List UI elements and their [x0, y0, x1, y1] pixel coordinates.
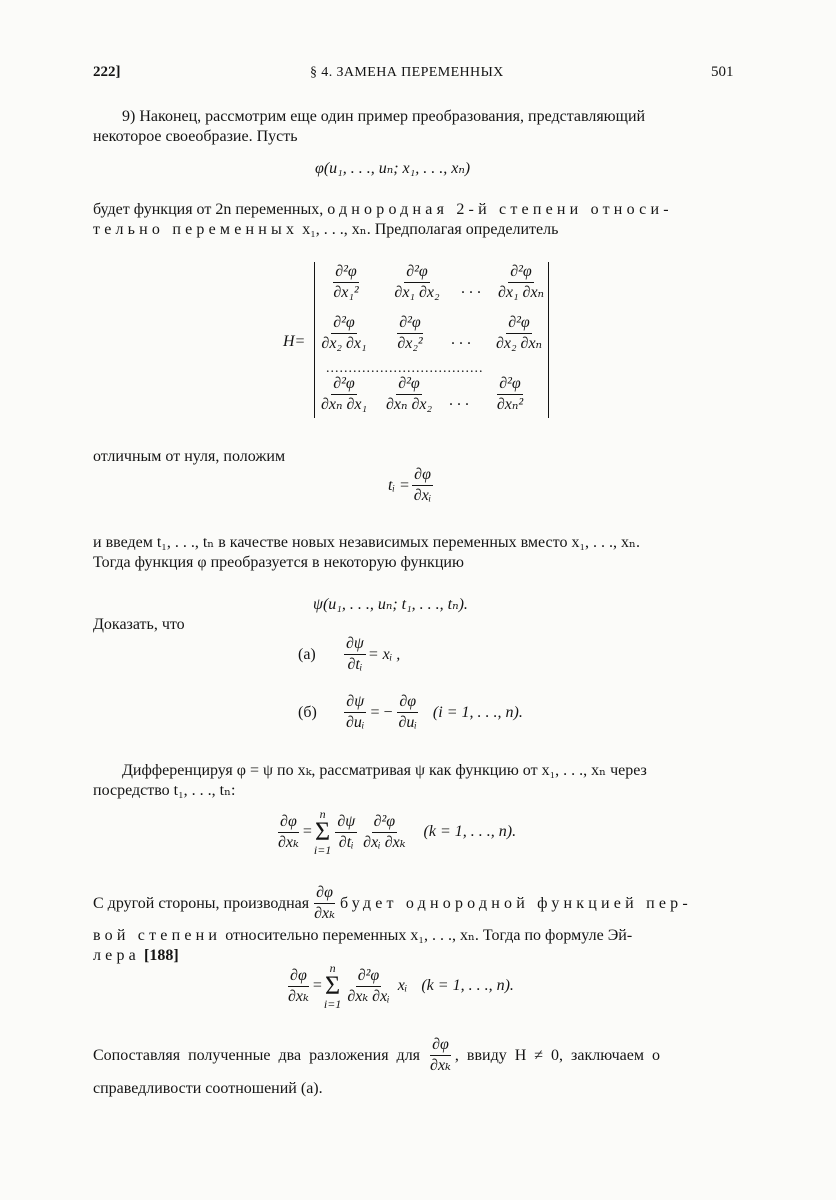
para6-line1 — [93, 884, 692, 923]
para6-line1-a: С другой стороны, производная — [93, 894, 310, 912]
sum1-eq: = — [302, 823, 312, 840]
equation-sum1 — [274, 808, 516, 856]
det-r1-c2: $\frac{\text{∂²φ}}{\text{∂x₁ ∂x₂}}$ — [394, 263, 440, 301]
det-r3-dots: . . . — [449, 391, 469, 409]
det-row-2 — [320, 314, 552, 353]
para2-line1-b: однородная 2-й степени относи- — [327, 201, 673, 218]
sum2-rhs: (k = 1, . . ., n). — [421, 977, 514, 994]
para7-frac: $\frac{\partial\varphi}{\text{∂xₖ}}$ — [430, 1036, 451, 1074]
sum1-lhs-frac: $\frac{\partial\varphi}{\text{∂xₖ}}$ — [278, 812, 299, 851]
para2-line2-b: x₁, . . ., xₙ. Предполагая определитель — [302, 221, 559, 238]
para7-line1-a: Сопоставляя полученные два разложения для — [93, 1046, 421, 1064]
para5-line1: Дифференцируя φ = ψ по xₖ, рассматривая ψ как функцию от x₁, . . ., xₙ через — [122, 762, 647, 779]
para3: отличным от нуля, положим — [93, 448, 286, 465]
det-row-3 — [320, 375, 532, 414]
eq-b-rhs: (i = 1, . . ., n). — [432, 703, 523, 721]
para1-line1: 9) Наконец, рассмотрим еще один пример преобразования, представляющий — [122, 108, 646, 125]
sum1-frac3: $\frac{\text{∂²φ}}{\text{∂xᵢ ∂xₖ}}$ — [363, 812, 406, 851]
para6-frac: $\frac{\partial\varphi}{\text{∂xₖ}}$ — [314, 884, 335, 922]
sum1-frac2: $\frac{\partial\psi}{\text{∂tᵢ}}$ — [337, 812, 356, 851]
eq-b-mid: = − — [370, 703, 393, 721]
det-r2-c3: $\frac{\text{∂²φ}}{\text{∂x₂ ∂xₙ}}$ — [495, 314, 543, 352]
para2-line2-a: тельно переменных — [93, 221, 299, 238]
det-r2-dots: . . . — [451, 330, 471, 348]
para7-line1-b: , ввиду H ≠ 0, заключаем о — [454, 1046, 660, 1064]
sum2-eq: = — [312, 977, 322, 994]
para6-line2-a: вой степени — [93, 927, 222, 944]
ti-frac: $\frac{\partial\varphi}{\text{∂xᵢ}}$ — [413, 466, 432, 504]
para7-line1 — [93, 1036, 660, 1075]
sum2-sigma: n Σ i=1 — [323, 961, 342, 1011]
formula-ti — [388, 466, 435, 505]
det-r2-c2: $\frac{\text{∂²φ}}{\text{∂x₂²}}$ — [397, 314, 423, 352]
para6-line2 — [93, 925, 632, 947]
sum2-x: xᵢ — [397, 977, 408, 994]
para4-line1: и введем t₁, . . ., tₙ в качестве новых независимых переменных вместо x₁, . . ., xₙ. — [93, 534, 640, 551]
det-dot-row: ................................... — [326, 361, 484, 376]
prove-label: Доказать, что — [93, 616, 185, 633]
sum1-rhs: (k = 1, . . ., n). — [423, 823, 517, 840]
citation-188: [188] — [144, 947, 179, 964]
para7-line2: справедливости соотношений (а). — [93, 1080, 323, 1097]
eq-b-label: (б) — [298, 703, 317, 721]
para2-line1-a: будет функция от 2n переменных, — [93, 201, 324, 218]
det-r1-c3: $\frac{\text{∂²φ}}{\text{∂x₁ ∂xₙ}}$ — [497, 263, 545, 301]
det-r3-c1: $\frac{\text{∂²φ}}{\text{∂xₙ ∂x₁}}$ — [320, 375, 368, 413]
equation-a — [298, 635, 400, 674]
eq-a-label: (а) — [298, 645, 316, 663]
header-chapter-ref: 222] — [93, 64, 121, 80]
para6-line3-a: лера — [93, 947, 140, 964]
sum2-frac2: $\frac{\text{∂²φ}}{\text{∂xₖ ∂xᵢ}}$ — [347, 966, 390, 1005]
eq-a-rhs: = xᵢ , — [367, 645, 401, 663]
det-left-bar — [314, 262, 315, 418]
det-r3-c3: $\frac{\text{∂²φ}}{\text{∂xₙ²}}$ — [496, 375, 524, 413]
equation-sum2 — [284, 962, 514, 1010]
det-r1-dots: . . . — [461, 279, 481, 297]
det-r1-c1: $\frac{\text{∂²φ}}{\text{∂x₁²}}$ — [333, 263, 359, 301]
eq-b-frac1: $\frac{\partial\psi}{\text{∂uᵢ}}$ — [346, 693, 365, 731]
eq-b-frac2: $\frac{\partial\varphi}{\text{∂uᵢ}}$ — [398, 693, 417, 731]
page-number: 501 — [711, 64, 734, 80]
equation-b — [298, 693, 523, 732]
para4-line2: Тогда функция φ преобразуется в некоторую функцию — [93, 554, 464, 571]
para6-line1-b: будет однородной функцией пер- — [339, 894, 692, 912]
para1-line2: некоторое своеобразие. Пусть — [93, 128, 298, 145]
sum2-lhs-frac: $\frac{\partial\varphi}{\text{∂xₖ}}$ — [288, 966, 309, 1005]
ti-lhs: tᵢ = — [388, 476, 410, 494]
formula-phi: φ(u₁, . . ., uₙ; x₁, . . ., xₙ) — [315, 160, 471, 177]
header-title: § 4. ЗАМЕНА ПЕРЕМЕННЫХ — [310, 65, 504, 80]
det-r2-c1: $\frac{\text{∂²φ}}{\text{∂x₂ ∂x₁}}$ — [321, 314, 367, 352]
para6-line2-b: относительно переменных x₁, . . ., xₙ. Тогда по формуле Эй- — [225, 927, 633, 944]
eq-a-frac: $\frac{\partial\psi}{\text{∂tᵢ}}$ — [346, 635, 364, 673]
para5-line2: посредство t₁, . . ., tₙ: — [93, 782, 236, 799]
sum1-sigma: n Σ i=1 — [313, 807, 332, 857]
para6-line3 — [93, 945, 179, 967]
formula-psi: ψ(u₁, . . ., uₙ; t₁, . . ., tₙ). — [313, 596, 468, 613]
det-r3-c2: $\frac{\text{∂²φ}}{\text{∂xₙ ∂x₂}}$ — [385, 375, 433, 413]
det-lhs: H= — [283, 333, 306, 350]
para2-line1 — [93, 199, 673, 221]
det-row-1 — [320, 263, 554, 302]
para2-line2 — [93, 219, 558, 241]
